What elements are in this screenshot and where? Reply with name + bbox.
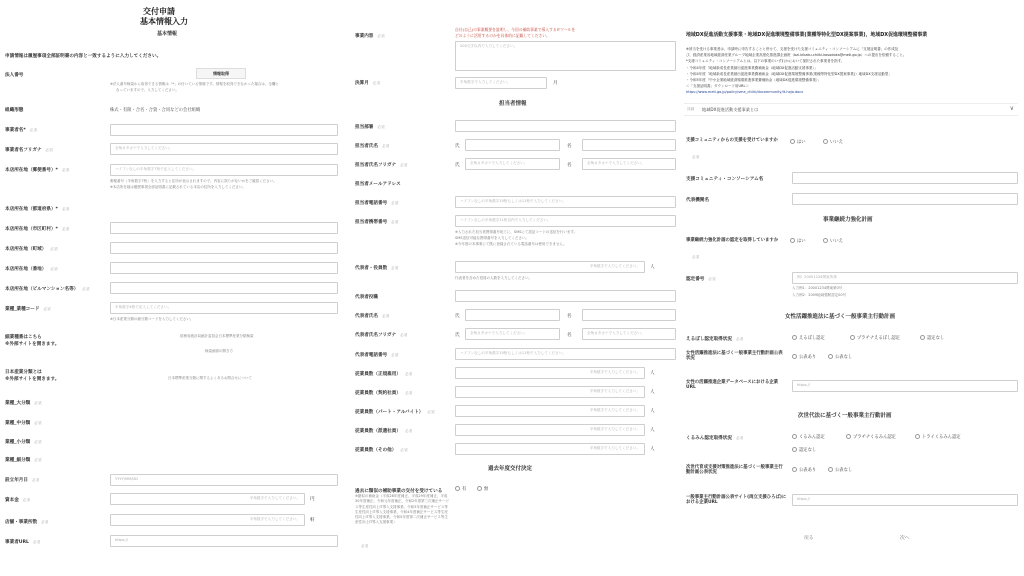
radio-icon — [790, 139, 795, 144]
label-contact-name: 担当者氏名 必須 — [355, 144, 390, 149]
accordion-tag: 詳細 — [687, 107, 695, 111]
corp-note-1: ※法人番号検索から取得できる情報は「*」の付いている情報です。情報を取得できなかった場合は、全欄と — [110, 82, 279, 86]
label-rep-kana: 代表者氏名フリガナ 必須 — [355, 333, 408, 338]
radio-icon — [915, 434, 920, 439]
section-women: 女性活躍推進法に基づく一般事業主行動計画 — [785, 314, 896, 320]
radio-icon — [792, 447, 797, 452]
dx-list-1: ・令和4年度「地域新成長産業創出促進事業費補助金（地域DX促進活動支援事業）」 — [686, 66, 818, 70]
rep-count-note: 代表者を含めた役員の人数を入力してください。 — [455, 276, 532, 280]
label-emp-dispatch: 従業員数（派遣社員） 必須 — [355, 429, 413, 434]
dept-input[interactable] — [455, 120, 676, 132]
bld-input[interactable] — [110, 282, 338, 294]
dx-download-label: ＜「支援証明書」ダウンロード用URL＞ — [686, 84, 749, 88]
label-rep-count: 代表者・役員数 必須 — [355, 266, 399, 271]
town-input[interactable] — [110, 242, 338, 254]
label-women-pub: 女性活躍推進法に基づく一般事業主行動計画公表状況 — [686, 351, 783, 362]
banchi-input[interactable] — [110, 262, 338, 274]
radio-icon — [850, 335, 855, 340]
label-stores: 店舗・事業所数 必須 — [5, 520, 49, 525]
radio-icon — [920, 335, 925, 340]
basic-info-pane — [0, 0, 345, 576]
label-eruboshi: えるぼし認定取得状況 必須 — [686, 337, 744, 342]
industry-code-input[interactable]: 半角数字4桁で記入してください。 — [110, 302, 338, 314]
bcp-yes[interactable]: はい — [790, 238, 806, 244]
support-no[interactable]: いいえ — [823, 139, 843, 145]
dx-text-2: び、経済産業省地域経済産業グループ地域企業高度化推進課企画班（bzl-kikaku-chiiki-kosodoka@meti.go.jp）への提出を依頼すること。 — [686, 53, 907, 57]
label-next-pub: 次世代育成支援対策推進法に基づく一般事業主行動計画公表状況 — [686, 465, 783, 476]
cert-no-input[interactable]: 例）20001234関東所事 — [792, 272, 1018, 284]
radio-icon — [828, 354, 833, 359]
label-city: 本店所在地（市区町村）* 必須 — [5, 227, 70, 232]
rep-mei-kana-input[interactable]: 全角カタカナで入力してください。 — [582, 328, 676, 340]
emp-dispatch-unit: 人 — [650, 428, 655, 433]
rep-count-unit: 人 — [650, 265, 655, 270]
label-ind-small: 業種_小分類 必須 — [5, 440, 42, 445]
label-town: 本店所在地（町域） 必須 — [5, 247, 58, 252]
jsic-faq-link[interactable]: 日本標準産業分類に関するよくあるお問合せについて — [168, 376, 252, 380]
label-women-db: 女性の活躍推進企業データベースにおける企業URL — [686, 380, 778, 391]
label-bld: 本店所在地（ビルマンション名等） 必須 — [5, 287, 90, 292]
label-dept: 担当部署 必須 — [355, 125, 385, 130]
org-value: 株式・有限・合名・合資・合同などの会社組織 — [110, 108, 201, 113]
dx-download-link[interactable]: https://www.meti.go.jp/policy/sme_chiiki/dxcommunity/it-hojo.docx — [686, 90, 804, 94]
radio-icon — [455, 486, 460, 491]
kurumin-opt-1[interactable]: くるみん認定 — [792, 434, 825, 440]
label-cert-no: 認定番号 必須 — [686, 277, 716, 282]
contact-sei-input[interactable] — [465, 139, 560, 151]
radio-icon — [792, 434, 797, 439]
label-jsic-ext: ※外部サイトを開きます。 — [5, 377, 60, 382]
url-input[interactable]: https:// — [110, 535, 338, 547]
past-grant-no[interactable]: 無 — [477, 486, 488, 492]
eruboshi-opt-3[interactable]: 認定なし — [920, 335, 944, 341]
section-next-gen: 次世代法に基づく一般事業主行動計画 — [798, 413, 892, 419]
label-zip: 本店所在地（郵便番号）* 必須 — [5, 168, 70, 173]
label-industry-code: 業種_業種コード 必須 — [5, 307, 51, 312]
eruboshi-opt-1[interactable]: えるぼし認定 — [792, 335, 825, 341]
rep-title-input[interactable] — [455, 290, 676, 302]
rep-mei-kana-label: 名 — [567, 333, 572, 338]
sei-kana-label: 氏 — [455, 163, 460, 168]
label-capital: 資本金 必須 — [5, 498, 30, 503]
sei-label: 氏 — [455, 144, 460, 149]
label-org: 組織形態 — [5, 108, 24, 113]
accordion-title: 地域DX促進活動支援事業とは — [702, 107, 759, 112]
label-rep-name: 代表者氏名 必須 — [355, 314, 390, 319]
industry-code-note: ※日本産業分類の細分類コードを入力してください。 — [110, 317, 194, 321]
emp-regular-unit: 人 — [650, 371, 655, 376]
label-support-q: 支援コミュニティからの支援を受けていますか — [686, 138, 778, 143]
mobile-note-2: SMS送信可能な携帯番号を入力してください。 — [455, 236, 529, 240]
rep-mei-label: 名 — [567, 314, 572, 319]
cert-example-1: 入力例1：20001234関東第0号 — [792, 286, 843, 290]
label-ind-mid: 業種_中分類 必須 — [5, 421, 42, 426]
kurumin-opt-3[interactable]: トライくるみん認定 — [915, 434, 961, 440]
contact-mobile-input[interactable]: ハイフンなしの半角数字11桁以内で入力してください。 — [455, 215, 676, 227]
eruboshi-opt-2[interactable]: プラチナえるぼし認定 — [850, 335, 900, 341]
label-emp-other: 従業員数（その他） 必須 — [355, 448, 408, 453]
label-jsic: 日本産業分類とは — [5, 370, 42, 375]
label-kurumin: くるみん認定取得状況 必須 — [686, 436, 744, 441]
next-button[interactable]: 次へ — [900, 536, 910, 541]
section-contact: 担当者情報 — [499, 101, 527, 107]
label-ind-large: 業種_大分類 必須 — [5, 401, 42, 406]
contact-mei-kana-input[interactable]: 全角カタカナで入力してください。 — [582, 158, 676, 170]
label-biz-kana: 事業者名フリガナ 必須 — [5, 148, 53, 153]
past-grant-note: ※類似の補助金（平成28年度補正、平成29年度補正、平成30年度補正、令和元年度補正、令和2年度第三次補正サービス等生産性向上IT導入支援事業、令和3年度補正サービス等生産性向上IT導入支援事業、令和4年度補正サービス等生産性向上IT導入支援事業、令和5年度第二次補正サービス等生産性向上IT導入支援事業） — [355, 494, 450, 525]
emp-part-input[interactable]: 半角数字で入力してください。 — [455, 405, 645, 417]
label-banchi: 本店所在地（番地） 必須 — [5, 267, 58, 272]
kurumin-opt-2[interactable]: プラチナくるみん認定 — [846, 434, 896, 440]
label-emp-contract: 従業員数（契約社員） 必須 — [355, 391, 413, 396]
support-req: 必須 — [692, 155, 700, 159]
contact-tel-input[interactable]: ハイフンなしの半角数字10桁もしくは11桁で入力してください。 — [455, 196, 676, 208]
support-yes[interactable]: はい — [790, 139, 806, 145]
contact-info-pane — [345, 0, 680, 576]
dx-list-2: ・令和4年度「地域新成長産業創出促進事業費補助金（地域DX促進環境整備事業(業種等特化型DX提案事業)）地域DX支援活動型」 — [686, 72, 892, 76]
emp-regular-input[interactable]: 半角数字で入力してください。 — [455, 367, 645, 379]
radio-icon — [846, 434, 851, 439]
dx-text-3: *支援コミュニティ・コンソーシアムとは、以下の事業のいずれかにおいて採択された事業者を指す。 — [686, 59, 845, 63]
emp-dispatch-input[interactable]: 半角数字で入力してください。 — [455, 424, 645, 436]
label-rep-org: 代表機関名 — [686, 198, 709, 203]
community-input[interactable] — [792, 172, 1018, 184]
est-date-input[interactable]: YYYY/MM/DD — [110, 474, 338, 486]
radio-icon — [792, 467, 797, 472]
label-fiscal: 決算月 必須 — [355, 81, 380, 86]
contact-sei-kana-input[interactable]: 全角カタカナで入力してください。 — [465, 158, 560, 170]
contact-mei-input[interactable] — [582, 139, 676, 151]
fetch-info-button[interactable]: 情報取得 — [196, 68, 246, 79]
intro-text: 申請情報は履歴事項全部証明書の内容と一致するように入力してください。 — [5, 54, 162, 59]
bcp-req: 必須 — [692, 255, 700, 259]
content-instruction-2: どのように活用するのかを具体的に記載してください。 — [455, 33, 550, 38]
label-rep-tel: 代表者電話番号 必須 — [355, 353, 399, 358]
section-basic-info: 基本情報 — [157, 31, 178, 37]
women-db-url-input[interactable]: https:// — [792, 380, 1018, 392]
label-contact-mobile: 担当者携帯番号 必須 — [355, 220, 399, 225]
rep-tel-input[interactable]: ハイフンなしの半角数字10桁もしくは11桁で入力してください。 — [455, 348, 676, 360]
kurumin-opt-4[interactable]: 認定なし — [792, 447, 816, 453]
section-bcp: 事業継続力強化計画 — [823, 217, 873, 223]
label-bcp-q: 事業継続力強化計画の認定を取得していますか — [686, 238, 779, 243]
label-contact-tel: 担当者電話番号 必須 — [355, 201, 399, 206]
biz-kana-input[interactable]: 全角カタカナで入力してください。 — [110, 143, 338, 155]
label-next-site: 一般事業主行動計画公表サイト(両立支援ひろば)における企業URL — [686, 495, 787, 506]
label-ind-detail: 業種_細分類 必須 — [5, 458, 42, 463]
label-biz-name: 事業者名* 必須 — [5, 128, 37, 133]
emp-part-unit: 人 — [650, 409, 655, 414]
radio-icon — [792, 335, 797, 340]
radio-icon — [792, 354, 797, 359]
label-detail-ext: ※外部サイトを開きます。 — [5, 342, 60, 347]
label-community: 支援コミュニティ・コンソーシアム名 — [686, 177, 764, 182]
cert-example-2: 入力例2：2009地域強靭認定00号 — [792, 293, 847, 297]
radio-icon — [828, 467, 833, 472]
label-emp-part: 従業員数（パート・アルバイト） 必須 — [355, 410, 435, 415]
fiscal-unit: 月 — [553, 81, 558, 86]
detail-howto-link[interactable]: 検索画面の開き方 — [205, 349, 233, 353]
radio-icon — [790, 238, 795, 243]
stores-unit: 軒 — [310, 518, 315, 523]
dx-list-3: ・令和5年度「中小企業地域経済循環推進事業費補助金（地域DX促進環境整備事業）」 — [686, 78, 822, 82]
page-subtitle: 基本情報入力 — [140, 17, 188, 26]
label-contact-mail: 担当者メールアドレス — [355, 182, 401, 187]
mei-kana-label: 名 — [567, 163, 572, 168]
biz-name-input[interactable] — [110, 124, 338, 136]
dx-text-1: ※該当を受ける事業者は、申請時に申告することと併せて、支援を受けた支援コミュニティ・コンソーシアムに「支援証明書」の作成及 — [686, 47, 899, 51]
rep-sei-kana-label: 氏 — [455, 333, 460, 338]
women-pub-no[interactable]: 公表なし — [828, 354, 852, 360]
rep-sei-kana-input[interactable]: 全角カタカナで入力してください。 — [465, 328, 560, 340]
label-content: 事業内容 必須 — [355, 34, 385, 39]
fiscal-input[interactable]: 半角数字で入力してください。 — [455, 77, 547, 89]
city-input[interactable] — [110, 222, 338, 234]
past-grant-req: 必須 — [361, 544, 369, 548]
emp-contract-input[interactable]: 半角数字で入力してください。 — [455, 386, 645, 398]
bcp-no[interactable]: いいえ — [823, 238, 843, 244]
women-pub-yes[interactable]: 公表あり — [792, 354, 816, 360]
dx-title: 地域DX促進活動支援事業・地域DX促進環境整備事業(業種等特化型DX提案事業)，地域DX促進環境整備事業 — [686, 32, 928, 38]
label-est-date: 設立年月日 必須 — [5, 478, 40, 483]
emp-contract-unit: 人 — [650, 390, 655, 395]
label-url: 事業者URL 必須 — [5, 540, 41, 545]
zip-note-2: ※本店所在地は履歴事項全部証明書に記載されている本店の住所を入力してください。 — [110, 185, 246, 189]
page-title: 交付申請 — [143, 7, 175, 16]
radio-icon — [823, 238, 828, 243]
next-pub-yes[interactable]: 公表あり — [792, 467, 816, 473]
rep-count-input[interactable]: 半角数字で入力してください。 — [455, 261, 645, 273]
label-corp-no: 法人番号 — [5, 73, 24, 78]
mei-label: 名 — [567, 144, 572, 149]
label-contact-kana: 担当者氏名フリガナ 必須 — [355, 163, 408, 168]
content-instruction-1: 自社(自己)の事業概要を説明し、今回の補助事業で導入するITツールを — [455, 27, 576, 32]
chevron-down-icon: ∨ — [1009, 105, 1014, 112]
label-rep-title: 代表者役職 — [355, 295, 378, 300]
stores-input[interactable]: 半角数字で入力してください。 — [110, 514, 305, 526]
radio-icon — [823, 139, 828, 144]
section-past-grant: 過去年度交付決定 — [488, 466, 533, 472]
detail-search-link[interactable]: 総務省統計局統計委員会日本標準産業分類検索 — [180, 334, 254, 338]
capital-input[interactable]: 半角数字で入力してください。 — [110, 493, 305, 505]
back-button[interactable]: 戻る — [804, 536, 814, 541]
rep-sei-label: 氏 — [455, 314, 460, 319]
dx-support-pane — [680, 0, 1024, 576]
label-emp-regular: 従業員数（正規雇用） 必須 — [355, 372, 413, 377]
next-pub-no[interactable]: 公表なし — [828, 467, 852, 473]
mobile-note-1: ※入力された担当者携帯番号宛てに、SMSにて認証コードの送信を行います。 — [455, 230, 578, 234]
label-pref: 本店所在地（都道府県）* 必須 — [5, 207, 70, 212]
rep-org-input[interactable] — [792, 193, 1018, 205]
rep-sei-input[interactable] — [465, 309, 560, 321]
zip-input[interactable]: ハイフンなしの半角数字7桁で記入してください。 — [110, 164, 338, 176]
zip-note-1: 郵便番号（半角数字7桁）を入力すると住所が表示されますので、内容に誤りがないかをご確認ください。 — [110, 179, 277, 183]
label-past-grant: 過去に類似の補助事業の交付を受けている — [355, 489, 443, 494]
emp-other-input[interactable]: 半角数字で入力してください。 — [455, 443, 645, 455]
emp-other-unit: 人 — [650, 447, 655, 452]
past-grant-yes[interactable]: 有 — [455, 486, 466, 492]
rep-mei-input[interactable] — [582, 309, 676, 321]
dx-accordion[interactable] — [684, 103, 1018, 116]
mobile-note-3: ※今年度の本事業にて既に登録されている電話番号は使用できません。 — [455, 242, 567, 246]
radio-icon — [477, 486, 482, 491]
next-site-url-input[interactable]: https:// — [792, 494, 1018, 506]
corp-note-2: なっていますので、入力してください。 — [116, 88, 179, 92]
capital-unit: 円 — [310, 497, 315, 502]
content-textarea[interactable]: 200文字以内で入力してください。 — [455, 41, 676, 71]
label-detail-search: 細業種番はこちら — [5, 335, 42, 340]
